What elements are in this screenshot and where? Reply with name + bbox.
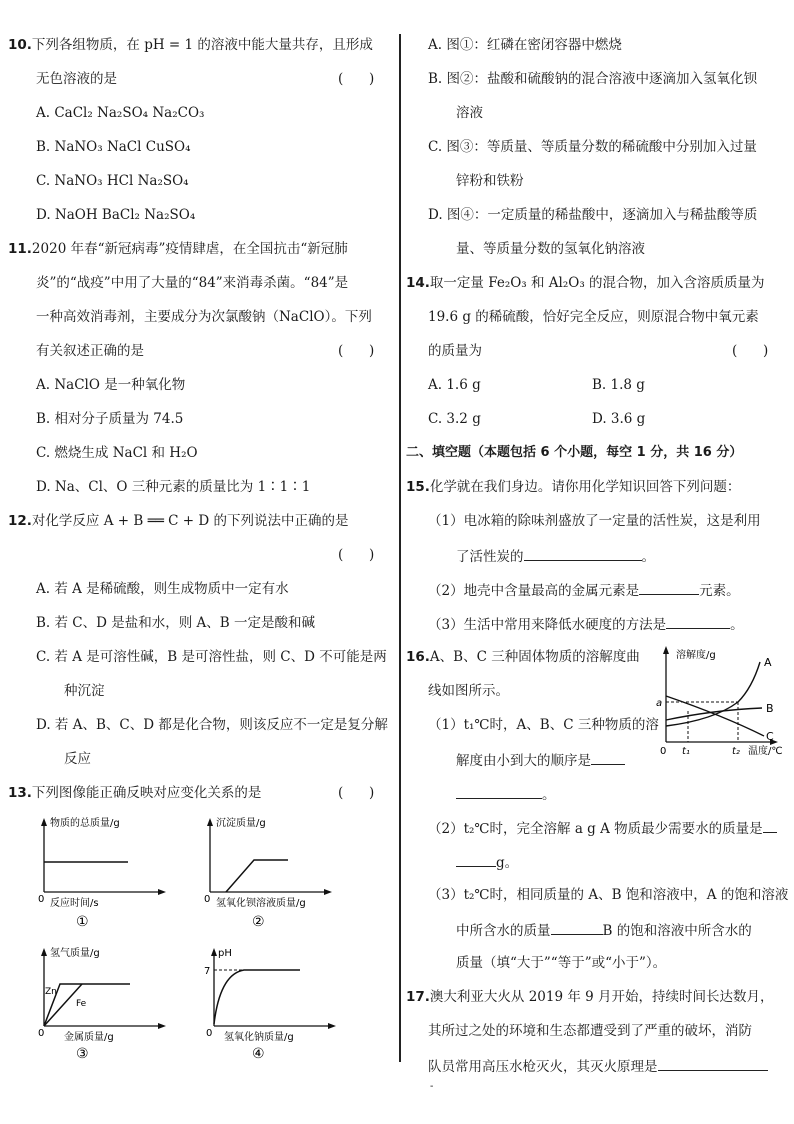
q16-blank-1a[interactable] bbox=[591, 750, 625, 765]
q10-stem-line1 bbox=[8, 36, 373, 54]
q10-number: 10. bbox=[8, 37, 32, 53]
q15-blank-3[interactable] bbox=[666, 614, 730, 629]
q16-part2-unit: g。 bbox=[496, 855, 519, 871]
graph4-curve bbox=[214, 970, 300, 1024]
graph3-xlabel: 金属质量/g bbox=[64, 1032, 114, 1043]
q16-part3-line3: 质量（填“大于”“等于”或“小于”）。 bbox=[456, 955, 667, 971]
q13-option-a: A. 图①：红磷在密闭容器中燃烧 bbox=[428, 37, 622, 53]
graph4-ytick: 7 bbox=[204, 966, 211, 977]
q11-option-b: B. 相对分子质量为 74.5 bbox=[36, 411, 184, 427]
q16-part1-text: 解度由小到大的顺序是 bbox=[456, 753, 591, 769]
q16-blank-2a[interactable] bbox=[763, 818, 777, 833]
q16-stem1: A、B、C 三种固体物质的溶解度曲 bbox=[429, 649, 640, 665]
graph2-mark: ② bbox=[252, 914, 265, 930]
q15-stem: 化学就在我们身边。请你用化学知识回答下列问题： bbox=[429, 479, 741, 495]
q13-stem-line bbox=[8, 784, 261, 802]
q16-blank-3[interactable] bbox=[551, 920, 603, 935]
q17-stem1: 澳大利亚大火从 2019 年 9 月开始，持续时间长达数月， bbox=[429, 989, 774, 1005]
curve-b-label: B bbox=[766, 702, 774, 715]
graph4-ylabel: pH bbox=[218, 948, 232, 959]
q16-stem2: 线如图所示。 bbox=[428, 683, 509, 699]
q16-part3-line2 bbox=[456, 920, 752, 940]
q17-stem3: 队员常用高压水枪灭火，其灭火原理是 bbox=[428, 1059, 658, 1075]
q11-option-c: C. 燃烧生成 NaCl 和 H₂O bbox=[36, 445, 198, 461]
q16-solubility-graph bbox=[654, 644, 794, 770]
q16-blank-2b[interactable] bbox=[456, 852, 496, 867]
q12-option-a: A. 若 A 是稀硫酸，则生成物质中一定有水 bbox=[36, 581, 289, 597]
q14-stem-line1 bbox=[406, 274, 765, 292]
curve-a bbox=[666, 662, 760, 726]
graph1-ylabel: 物质的总质量/g bbox=[50, 818, 120, 829]
q10-stem1: 下列各组物质，在 pH = 1 的溶液中能大量共存，且形成 bbox=[31, 37, 373, 53]
q14-number: 14. bbox=[406, 275, 430, 291]
q15-part1-line2 bbox=[456, 546, 655, 566]
graph-ytick-a: a bbox=[656, 698, 663, 709]
q13-graph-4 bbox=[196, 944, 346, 1068]
q12-option-d-line2: 反应 bbox=[64, 751, 91, 767]
q17-stem2: 其所过之处的环境和生态都遭受到了严重的破坏，消防 bbox=[428, 1023, 752, 1039]
q13-stem: 下列图像能正确反映对应变化关系的是 bbox=[31, 785, 262, 801]
q12-stem-line bbox=[8, 512, 348, 530]
q15-part2-text: （2）地壳中含量最高的金属元素是 bbox=[428, 583, 640, 599]
q13-number: 13. bbox=[8, 785, 32, 801]
q17-blank-1[interactable] bbox=[658, 1056, 768, 1071]
q17-number: 17. bbox=[406, 989, 430, 1005]
q11-stem-line1 bbox=[8, 240, 348, 258]
q13-graph-3 bbox=[30, 944, 170, 1068]
graph-xtick-t2: t₂ bbox=[732, 746, 740, 757]
q10-option-d: D. NaOH BaCl₂ Na₂SO₄ bbox=[36, 207, 196, 223]
q11-option-d: D. Na、Cl、O 三种元素的质量比为 1∶1∶1 bbox=[36, 479, 311, 495]
q12-option-c-line2: 种沉淀 bbox=[64, 683, 105, 699]
q13-option-b-line2: 溶液 bbox=[456, 105, 483, 121]
q14-option-a: A. 1.6 g bbox=[428, 377, 481, 393]
graph3-fe-label: Fe bbox=[76, 999, 87, 1009]
q11-answer-paren: ( ) bbox=[338, 343, 375, 359]
q12-stem: 对化学反应 A + B ══ C + D 的下列说法中正确的是 bbox=[31, 513, 349, 529]
q14-answer-paren: ( ) bbox=[732, 343, 769, 359]
graph-xlabel: 温度/℃ bbox=[748, 746, 783, 757]
q11-option-a: A. NaClO 是一种氧化物 bbox=[36, 377, 186, 393]
q16-blank-1b[interactable] bbox=[456, 784, 542, 799]
graph4-xlabel: 氢氧化钠质量/g bbox=[224, 1032, 294, 1043]
q13-option-d-line1: D. 图④：一定质量的稀盐酸中，逐滴加入与稀盐酸等质 bbox=[428, 207, 758, 223]
graph2-curve bbox=[226, 860, 288, 892]
graph4-origin: 0 bbox=[206, 1028, 213, 1039]
graph2-origin: 0 bbox=[204, 894, 211, 905]
q16-part2-line2 bbox=[456, 852, 518, 872]
graph2-xlabel: 氢氧化钡溶液质量/g bbox=[216, 898, 306, 909]
q16-part3-text2: B 的饱和溶液中所含水的 bbox=[602, 923, 752, 939]
section2-heading: 二、填空题（本题包括 6 个小题，每空 1 分，共 16 分） bbox=[406, 445, 743, 460]
q15-blank-2[interactable] bbox=[639, 580, 699, 595]
q14-stem2: 19.6 g 的稀硫酸，恰好完全反应，则原混合物中氧元素 bbox=[428, 309, 759, 325]
q15-blank-1[interactable] bbox=[524, 546, 642, 561]
q10-answer-paren: ( ) bbox=[338, 71, 375, 87]
q12-number: 12. bbox=[8, 513, 32, 529]
column-divider bbox=[399, 34, 401, 1062]
graph2-ylabel: 沉淀质量/g bbox=[216, 818, 266, 829]
q12-option-c-line1: C. 若 A 是可溶性碱，B 是可溶性盐，则 C、D 不可能是两 bbox=[36, 649, 387, 665]
q16-number: 16. bbox=[406, 649, 430, 665]
q10-stem2: 无色溶液的是 bbox=[36, 71, 117, 87]
q15-part2 bbox=[428, 580, 740, 600]
graph3-origin: 0 bbox=[38, 1028, 45, 1039]
graph3-mark: ③ bbox=[76, 1046, 89, 1062]
q15-part1-end: 。 bbox=[641, 549, 655, 565]
q14-option-b: B. 1.8 g bbox=[592, 377, 645, 393]
q10-option-c: C. NaNO₃ HCl Na₂SO₄ bbox=[36, 173, 189, 189]
q15-part3-end: 。 bbox=[730, 617, 744, 633]
q15-number: 15. bbox=[406, 479, 430, 495]
q14-stem1: 取一定量 Fe₂O₃ 和 Al₂O₃ 的混合物，加入含溶质质量为 bbox=[429, 275, 765, 291]
q11-stem1: 2020 年春“新冠病毒”疫情肆虐，在全国抗击“新冠肺 bbox=[31, 241, 348, 257]
q16-stem-line1 bbox=[406, 648, 640, 666]
graph3-zn-curve bbox=[44, 984, 130, 1026]
q16-part3-line1: （3）t₂℃时，相同质量的 A、B 饱和溶液中，A 的饱和溶液 bbox=[428, 887, 789, 903]
q11-stem2: 炎”的“战疫”中用了大量的“84”来消毒杀菌。“84”是 bbox=[36, 275, 349, 291]
q10-option-b: B. NaNO₃ NaCl CuSO₄ bbox=[36, 139, 191, 155]
graph3-ylabel: 氢气质量/g bbox=[50, 948, 100, 959]
graph3-zn-label: Zn bbox=[45, 987, 57, 997]
q13-option-c-line1: C. 图③：等质量、等质量分数的稀硫酸中分别加入过量 bbox=[428, 139, 757, 155]
q14-option-d: D. 3.6 g bbox=[592, 411, 646, 427]
q13-option-d-line2: 量、等质量分数的氢氧化钠溶液 bbox=[456, 241, 645, 257]
q12-answer-paren: ( ) bbox=[338, 547, 375, 563]
q16-part1-line2 bbox=[456, 750, 625, 770]
q14-option-c: C. 3.2 g bbox=[428, 411, 481, 427]
q17-stem3-line bbox=[428, 1056, 768, 1076]
q13-graph-2 bbox=[196, 814, 346, 938]
q15-stem-line bbox=[406, 478, 740, 496]
q14-stem3: 的质量为 bbox=[428, 343, 482, 359]
q13-option-c-line2: 锌粉和铁粉 bbox=[456, 173, 524, 189]
curve-a-label: A bbox=[764, 656, 772, 669]
graph-origin: 0 bbox=[660, 746, 667, 757]
graph1-origin: 0 bbox=[38, 894, 45, 905]
q15-part3 bbox=[428, 614, 744, 634]
q11-number: 11. bbox=[8, 241, 32, 257]
q11-stem3: 一种高效消毒剂，主要成分为次氯酸钠（NaClO）。下列 bbox=[36, 309, 372, 325]
q15-part3-text: （3）生活中常用来降低水硬度的方法是 bbox=[428, 617, 667, 633]
curve-c-label: C bbox=[766, 730, 774, 743]
q16-part3-text: 中所含水的质量 bbox=[456, 923, 551, 939]
q17-stem-line1 bbox=[406, 988, 774, 1006]
graph4-mark: ④ bbox=[252, 1046, 265, 1062]
q10-option-a: A. CaCl₂ Na₂SO₄ Na₂CO₃ bbox=[36, 105, 205, 121]
q15-part2-end: 元素。 bbox=[699, 583, 740, 599]
q11-stem4: 有关叙述正确的是 bbox=[36, 343, 144, 359]
q15-part1-line1: （1）电冰箱的除味剂盛放了一定量的活性炭，这是利用 bbox=[428, 513, 761, 529]
graph-ylabel: 溶解度/g bbox=[676, 650, 716, 661]
q16-part2-line1 bbox=[428, 818, 777, 838]
q16-part1-line1: （1）t₁℃时，A、B、C 三种物质的溶 bbox=[428, 717, 659, 733]
q15-part1-text: 了活性炭的 bbox=[456, 549, 524, 565]
q13-option-b-line1: B. 图②：盐酸和硫酸钠的混合溶液中逐滴加入氢氧化钡 bbox=[428, 71, 758, 87]
graph1-xlabel: 反应时间/s bbox=[50, 898, 99, 909]
q12-option-b: B. 若 C、D 是盐和水，则 A、B 一定是酸和碱 bbox=[36, 615, 315, 631]
q13-answer-paren: ( ) bbox=[338, 785, 375, 801]
graph-xtick-t1: t₁ bbox=[682, 746, 690, 757]
page-mark: - bbox=[430, 1081, 434, 1092]
q12-option-d-line1: D. 若 A、B、C、D 都是化合物，则该反应不一定是复分解 bbox=[36, 717, 388, 733]
q13-graph-1 bbox=[30, 814, 170, 938]
q16-part2-text: （2）t₂℃时，完全溶解 a g A 物质最少需要水的质量是 bbox=[428, 821, 763, 837]
graph1-mark: ① bbox=[76, 914, 89, 930]
curve-c bbox=[666, 696, 764, 736]
q16-part1-line3: 。 bbox=[456, 784, 556, 804]
